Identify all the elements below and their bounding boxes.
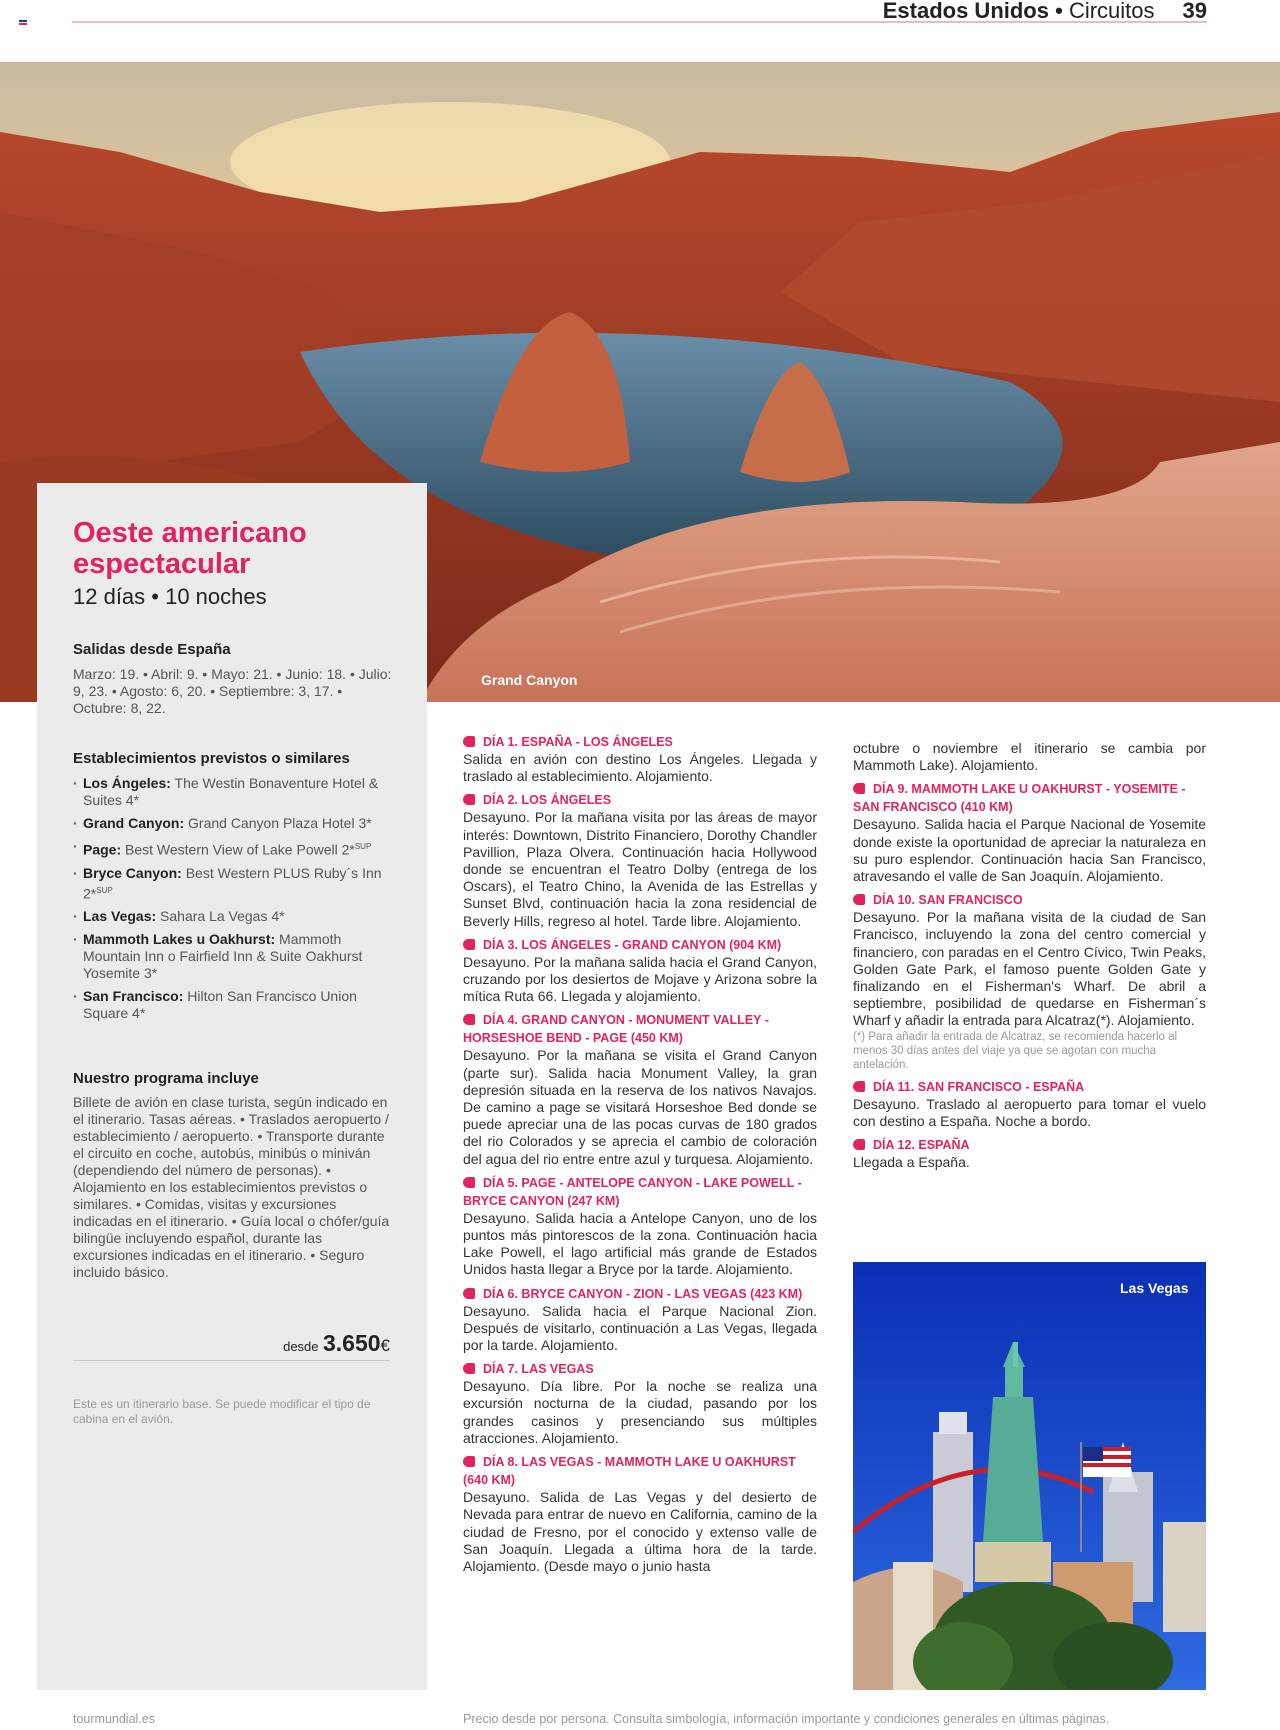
hotel-city: Mammoth Lakes u Oakhurst: [83,931,276,948]
day-heading: DÍA 3. LOS ÁNGELES - GRAND CANYON (904 KM) [463,936,817,954]
price-value: 3.650 [322,1330,381,1356]
header-section: Circuitos [1068,0,1155,23]
day-text: Desayuno. Salida hacia a Antelope Canyon, uno de los puntos más pintorescos de la zona. Continuación hacia Lake Powell, el lago artificial más grande de Estados Unidos hasta llegar a Bryce por la tarde. Alojamiento. [463,1209,817,1278]
hotel-name: Best Western PLUS Ruby´s Inn 2* [83,864,382,902]
hotel-name: Hilton San Francisco Union Square 4* [83,988,357,1022]
header-separator: • [1055,0,1063,23]
day-text: Desayuno. Por la mañana visita de la ciudad de San Francisco, incluyendo la zona del centro comercial y financiero, con paradas en el Centro Cívico, Twin Peaks, Golden Gate Park, el famoso puente Golden Gate y finalizando en el Fisherman's Wharf. De abril a septiembre, posibilidad de quedarse en Fisherman´s Wharf y añadir la entrada para Alcatraz(*). Alojamiento. [853,909,1206,1029]
day-text: Desayuno. Por la mañana salida hacia el Grand Canyon, cruzando por los desiertos de Mojave y Arizona sobre la mítica Ruta 66. Llegada y alojamiento. [463,953,817,1005]
hotel-category-sup: SUP [354,842,372,851]
day-text: Desayuno. Por la mañana visita por las áreas de mayor interés: Downtown, Distrito Financiero, Dorothy Chandler Pavillion, Plaza Olvera. Continuación hacia Hollywood donde se encuentran el Teatro Dolby (entrega de los Oscars), el Teatro Chino, la Avenida de las Estrellas y Sunset Blvd, continuación hacia la zona residencial de Beverly Hills, regreso al hotel. Tarde libre. Alojamiento. [463,809,817,929]
day-heading: DÍA 11. SAN FRANCISCO - ESPAÑA [853,1078,1206,1096]
day-heading: DÍA 6. BRYCE CANYON - ZION - LAS VEGAS (423 KM) [463,1285,817,1303]
day-heading: DÍA 5. PAGE - ANTELOPE CANYON - LAKE POWELL - BRYCE CANYON (247 KM) [463,1174,817,1210]
hotel-item [73,931,393,982]
header-country: Estados Unidos [882,0,1049,23]
footer-site: tourmundial.es [73,1712,155,1726]
hotel-item [73,815,393,832]
page-number: 39 [1182,0,1207,23]
day-text: Desayuno. Salida hacia el Parque Nacional Zion. Después de visitarlo, continuación a Las Vegas, llegada por la tarde. Alojamiento. [463,1302,817,1354]
hotel-name: Best Western View of Lake Powell 2* [125,841,355,858]
hotel-name: Mammoth Mountain Inn o Fairfield Inn & Suite Oakhurst Yosemite 3* [83,931,363,982]
hotel-city: Page: [83,841,122,858]
alcatraz-note: (*) Para añadir la entrada de Alcatraz, se recomienda hacerlo al menos 30 días antes del viaje ya que se agotan con mucha antelación. [853,1030,1178,1071]
itinerary-column-1 [463,733,817,1575]
day-text: Desayuno. Por la mañana se visita el Grand Canyon (parte sur). Salida hacia Monument Valley, la gran depresión situada en la reserva de los nativos Navajos. De camino a page se visitará Horseshoe Bed donde se puede apreciar una de las pocas curvas de 180 grados del rio Colorados y se aprecia el cambio de coloración del agua del rio entre entre azul y turquesa. Alojamiento. [463,1047,817,1167]
page-header [883,0,1207,24]
trip-title: Oeste americano espectacular [73,517,307,580]
hotel-name: The Westin Bonaventure Hotel & Suites 4* [83,775,379,808]
departures-text: Marzo: 19. • Abril: 9. • Mayo: 21. • Junio: 18. • Julio: 9, 23. • Agosto: 6, 20. • Septiembre: 3, 17. • Octubre: 8, 22. [73,666,392,716]
las-vegas-image [853,1262,1206,1690]
hero-caption: Grand Canyon [481,672,578,688]
price-divider [73,1360,390,1361]
hotel-item [73,988,393,1022]
day-heading: DÍA 7. LAS VEGAS [463,1360,817,1378]
includes-heading: Nuestro programa incluye [73,1070,259,1087]
day-text: Desayuno. Salida hacia el Parque Nacional de Yosemite donde existe la oportunidad de apreciar la naturaleza en su puro esplendor. Continuación hacia San Francisco, atravesando el valle de San Joaquín. Alojamiento. [853,816,1206,885]
day-heading: DÍA 8. LAS VEGAS - MAMMOTH LAKE U OAKHURST (640 KM) [463,1453,817,1489]
price-from-label: desde [283,1339,319,1354]
itinerary-column-2 [853,740,1206,1171]
day-heading: DÍA 12. ESPAÑA [853,1136,1206,1154]
vegas-caption: Las Vegas [1120,1280,1189,1296]
hotel-city: Las Vegas: [83,908,157,925]
footer-disclaimer: Precio desde por persona. Consulta simbología, información importante y condiciones generales en últimas páginas. [463,1712,1110,1726]
hotel-city: Grand Canyon: [83,815,185,831]
hotel-name: Sahara La Vegas 4* [160,908,285,925]
hotel-item [73,775,393,809]
hotels-heading: Establecimientos previstos o similares [73,750,350,767]
day-text: Llegada a España. [853,1154,970,1171]
day-text: Desayuno. Traslado al aeropuerto para tomar el vuelo con destino a España. Noche a bordo. [853,1095,1206,1129]
day-heading: DÍA 9. MAMMOTH LAKE U OAKHURST - YOSEMITE - SAN FRANCISCO (410 KM) [853,780,1206,816]
hotel-city: Los Ángeles: [83,775,171,791]
day-text: Desayuno. Día libre. Por la noche se realiza una excursión nocturna de la ciudad, pasando por los grandes casinos y presenciando sus múltiples atracciones. Alojamiento. [463,1378,817,1446]
hotel-city: San Francisco: [83,988,184,1005]
day-text: Salida en avión con destino Los Ángeles. Llegada y traslado al establecimiento. Alojamiento. [463,751,817,785]
departures-heading: Salidas desde España [73,641,231,658]
flag-icon [19,20,27,27]
day-text-continued: octubre o noviembre el itinerario se cambia por Mammoth Lake). Alojamiento. [853,740,1206,774]
hotels-list [73,775,393,1028]
hotel-item [73,838,393,859]
hotel-name: Grand Canyon Plaza Hotel 3* [188,815,372,831]
trip-duration: 12 días • 10 noches [73,584,267,609]
itinerary-note: Este es un itinerario base. Se puede modificar el tipo de cabina en el avión. [73,1397,371,1426]
day-heading: DÍA 2. LOS ÁNGELES [463,791,817,809]
hotel-category-sup: SUP [96,885,113,895]
price-tag [283,1330,390,1357]
day-heading: DÍA 10. SAN FRANCISCO [853,891,1206,909]
includes-text: Billete de avión en clase turista, según indicado en el itinerario. Tasas aéreas. • Traslados aeropuerto / establecimiento / aeropuerto. • Transporte durante el circuito en coche, autobús, minibús o miniván (dependiendo del número de personas). • Alojamiento en los establecimientos previstos o similares. • Comidas, visitas y excursiones indicadas en el itinerario. • Guía local o chófer/guía bilingüe incluyendo español, durante las excursiones indicadas en el itinerario. • Seguro incluido básico. [73,1094,390,1280]
price-currency: € [380,1336,390,1355]
day-heading: DÍA 1. ESPAÑA - LOS ÁNGELES [463,733,817,751]
day-heading: DÍA 4. GRAND CANYON - MONUMENT VALLEY - HORSESHOE BEND - PAGE (450 KM) [463,1011,817,1047]
hotel-item [73,908,393,925]
hotel-city: Bryce Canyon: [83,864,182,881]
hotel-item [73,865,393,903]
day-text: Desayuno. Salida de Las Vegas y del desierto de Nevada para entrar de nuevo en California, camino de la ciudad de Fresno, por el conocido y extenso valle de San Joaquín. Llegada a última hora de la tarde. Alojamiento. (Desde mayo o junio hasta [463,1489,817,1574]
